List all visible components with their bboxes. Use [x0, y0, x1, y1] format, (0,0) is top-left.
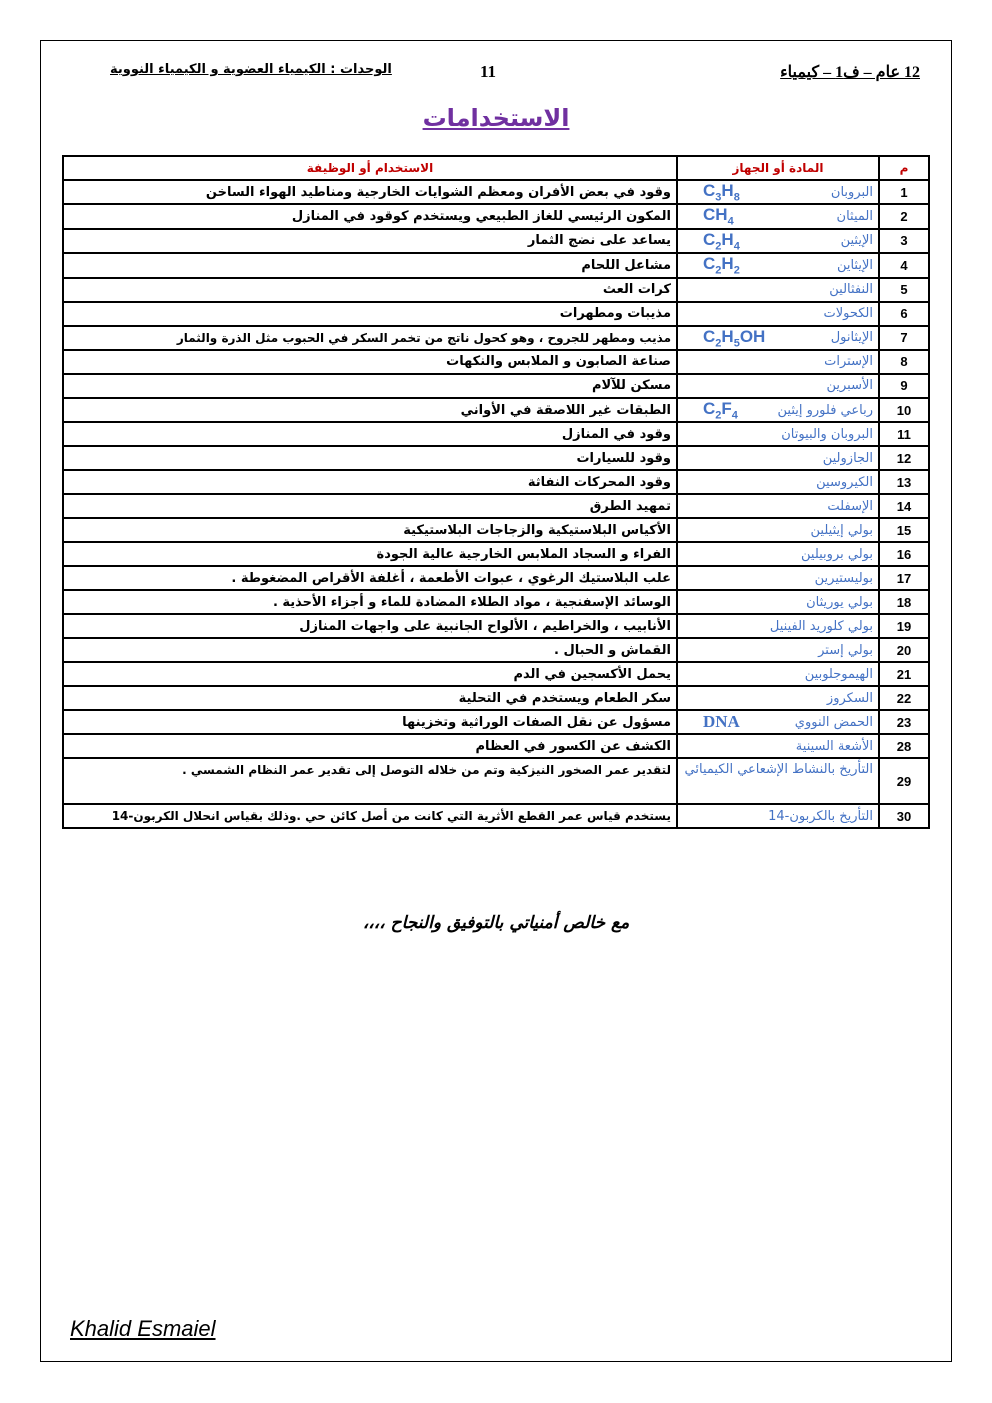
table-row — [63, 422, 929, 446]
row-material — [677, 204, 879, 228]
row-use: صناعة الصابون و الملابس والنكهات — [63, 350, 677, 374]
row-number: 16 — [879, 542, 929, 566]
row-use: يحمل الأكسجين في الدم — [63, 662, 677, 686]
header-num: م — [879, 156, 929, 180]
header-course: 12 عام – ف1 – كيمياء — [780, 64, 920, 81]
table-header-row — [63, 156, 929, 180]
closing-message: مع خالص أمنياتي بالتوفيق والنجاح ،،،، — [362, 913, 630, 933]
row-use: الطبقات غير اللاصقة في الأواني — [63, 398, 677, 422]
header-use: الاستخدام أو الوظيفة — [63, 156, 677, 180]
material-name: بوليستيرين — [814, 570, 873, 586]
row-number: 1 — [879, 180, 929, 204]
table-row — [63, 686, 929, 710]
table-row — [63, 518, 929, 542]
row-material — [677, 398, 879, 422]
row-material — [677, 638, 879, 662]
material-formula: $C_2H_5OH$ — [703, 326, 766, 349]
row-number: 6 — [879, 302, 929, 326]
row-material — [677, 758, 879, 804]
header-material-label: المادة أو الجهاز — [732, 161, 824, 175]
row-material — [677, 350, 879, 374]
material-name: الإسترات — [824, 354, 873, 370]
table-row — [63, 638, 929, 662]
row-number: 15 — [879, 518, 929, 542]
row-number: 28 — [879, 734, 929, 758]
material-formula: $C_3H_8$ — [703, 181, 740, 204]
row-use: لتقدير عمر الصخور النيزكية وتم من خلاله التوصل إلى تقدير عمر النظام الشمسي . — [63, 758, 677, 804]
row-use: وقود المحركات النفاثة — [63, 470, 677, 494]
row-number: 7 — [879, 326, 929, 350]
table-row — [63, 253, 929, 277]
material-name: البروبان والبيوتان — [781, 426, 873, 442]
row-number: 17 — [879, 566, 929, 590]
row-number: 14 — [879, 494, 929, 518]
row-number: 8 — [879, 350, 929, 374]
table-row — [63, 302, 929, 326]
page-number: 11 — [480, 62, 497, 81]
row-number: 20 — [879, 638, 929, 662]
material-name: السكروز — [826, 690, 873, 706]
material-name: الكحولات — [823, 306, 873, 322]
table-row — [63, 326, 929, 350]
material-name: الأسبرين — [826, 378, 873, 394]
row-number: 12 — [879, 446, 929, 470]
material-name: الإيثين — [840, 233, 873, 249]
material-formula: $CH_4$ — [703, 205, 734, 228]
row-use: مذيبات ومطهرات — [63, 302, 677, 326]
table-row — [63, 734, 929, 758]
row-number: 23 — [879, 710, 929, 734]
table-row — [63, 204, 929, 228]
material-name: التأريخ بالنشاط الإشعاعي الكيميائي — [684, 762, 873, 778]
table-row — [63, 758, 929, 804]
material-name: الأشعة السينية — [795, 738, 873, 754]
row-number: 30 — [879, 804, 929, 828]
table-row — [63, 229, 929, 253]
row-number: 18 — [879, 590, 929, 614]
row-use: الكشف عن الكسور في العظام — [63, 734, 677, 758]
row-material — [677, 302, 879, 326]
row-material — [677, 494, 879, 518]
row-number: 11 — [879, 422, 929, 446]
row-material — [677, 374, 879, 398]
row-number: 22 — [879, 686, 929, 710]
material-formula: $C_2F_4$ — [703, 398, 738, 422]
row-material — [677, 614, 879, 638]
row-material — [677, 566, 879, 590]
table-row — [63, 398, 929, 422]
row-use: كرات العث — [63, 278, 677, 302]
row-use: وقود في بعض الأفران ومعظم الشوايات الخارجية ومناطيد الهواء الساخن — [63, 180, 677, 204]
row-number: 3 — [879, 229, 929, 253]
material-name: التأريخ بالكربون-14 — [768, 808, 873, 824]
table-row — [63, 446, 929, 470]
material-name: الإيثانول — [830, 330, 873, 346]
row-number: 21 — [879, 662, 929, 686]
row-material — [677, 590, 879, 614]
table-row — [63, 350, 929, 374]
row-use: الفراء و السجاد الملابس الخارجية عالية الجودة — [63, 542, 677, 566]
material-name: الهيموجلوبين — [804, 666, 873, 682]
row-number: 10 — [879, 398, 929, 422]
material-formula: $C_2H_4$ — [703, 229, 740, 253]
row-number: 9 — [879, 374, 929, 398]
author-name: Khalid Esmaiel — [70, 1316, 216, 1341]
row-material — [677, 422, 879, 446]
material-name: الإيثاين — [836, 257, 873, 273]
table-row — [63, 278, 929, 302]
row-use: مشاعل اللحام — [63, 253, 677, 277]
material-formula: $C_2H_2$ — [703, 254, 740, 277]
row-material — [677, 326, 879, 350]
row-material — [677, 710, 879, 734]
material-name: الكيروسين — [816, 474, 873, 490]
row-material — [677, 229, 879, 253]
material-name: الجازولين — [822, 450, 873, 466]
material-name: بولي إستر — [818, 642, 873, 658]
material-name: النفثالين — [829, 282, 873, 298]
page-title: الاستخدامات — [422, 104, 570, 132]
row-use: سكر الطعام ويستخدم في التحلية — [63, 686, 677, 710]
row-use: مسكن للآلام — [63, 374, 677, 398]
material-name: الحمض النووي — [794, 714, 873, 730]
row-number: 4 — [879, 253, 929, 277]
header-material — [677, 156, 879, 180]
row-use: وقود في المنازل — [63, 422, 677, 446]
row-use: يستخدم قياس عمر القطع الأثرية التي كانت من أصل كائن حي .وذلك بقياس انحلال الكربون-14 — [63, 804, 677, 828]
row-material — [677, 278, 879, 302]
row-number: 29 — [879, 758, 929, 804]
row-material — [677, 180, 879, 204]
table-row — [63, 614, 929, 638]
row-use: يساعد على نضج الثمار — [63, 229, 677, 253]
table-row — [63, 662, 929, 686]
row-use: مسؤول عن نقل الصفات الوراثية وتخزينها — [63, 710, 677, 734]
table-row — [63, 374, 929, 398]
row-use: الأنابيب ، والخراطيم ، الألواح الجانبية على واجهات المنازل — [63, 614, 677, 638]
row-use: علب البلاستيك الرغوي ، عبوات الأطعمة ، أغلفة الأقراص المضغوطة . — [63, 566, 677, 590]
material-name: بولي بروبيلين — [801, 546, 873, 562]
table-row — [63, 542, 929, 566]
row-material — [677, 662, 879, 686]
row-use: مذيب ومطهر للجروح ، وهو كحول ناتج من تخمر السكر في الحبوب مثل الذرة والثمار — [63, 326, 677, 350]
table-row — [63, 494, 929, 518]
row-material — [677, 804, 879, 828]
table-body — [63, 180, 929, 828]
table-row — [63, 804, 929, 828]
row-use: وقود للسيارات — [63, 446, 677, 470]
uses-table — [62, 155, 930, 829]
row-number: 2 — [879, 204, 929, 228]
material-name: بولي يوريثان — [806, 594, 873, 610]
row-material — [677, 542, 879, 566]
material-formula: DNA — [703, 712, 740, 732]
row-number: 13 — [879, 470, 929, 494]
material-name: بولي إيثيلين — [810, 522, 873, 538]
header-units: الوحدات : الكيمياء العضوية و الكيمياء النووية — [110, 62, 392, 77]
material-name: الميثان — [836, 209, 873, 225]
table-row — [63, 566, 929, 590]
row-material — [677, 686, 879, 710]
table-row — [63, 470, 929, 494]
material-name: بولي كلوريد الفينيل — [769, 618, 873, 634]
row-use: الوسائد الإسفنجية ، مواد الطلاء المضادة للماء و أجزاء الأحذية . — [63, 590, 677, 614]
table-row — [63, 590, 929, 614]
table-row — [63, 180, 929, 204]
row-number: 5 — [879, 278, 929, 302]
material-name: الإسفلت — [827, 498, 873, 514]
row-use: القماش و الحبال . — [63, 638, 677, 662]
row-material — [677, 518, 879, 542]
row-material — [677, 470, 879, 494]
table-row — [63, 710, 929, 734]
row-use: الأكياس البلاستيكية والزجاجات البلاستيكية — [63, 518, 677, 542]
row-use: المكون الرئيسي للغاز الطبيعي ويستخدم كوقود في المنازل — [63, 204, 677, 228]
row-use: تمهيد الطرق — [63, 494, 677, 518]
row-material — [677, 446, 879, 470]
material-name: رباعي فلورو إيثين — [777, 402, 873, 418]
material-name: البروبان — [830, 184, 873, 200]
row-material — [677, 253, 879, 277]
row-number: 19 — [879, 614, 929, 638]
row-material — [677, 734, 879, 758]
